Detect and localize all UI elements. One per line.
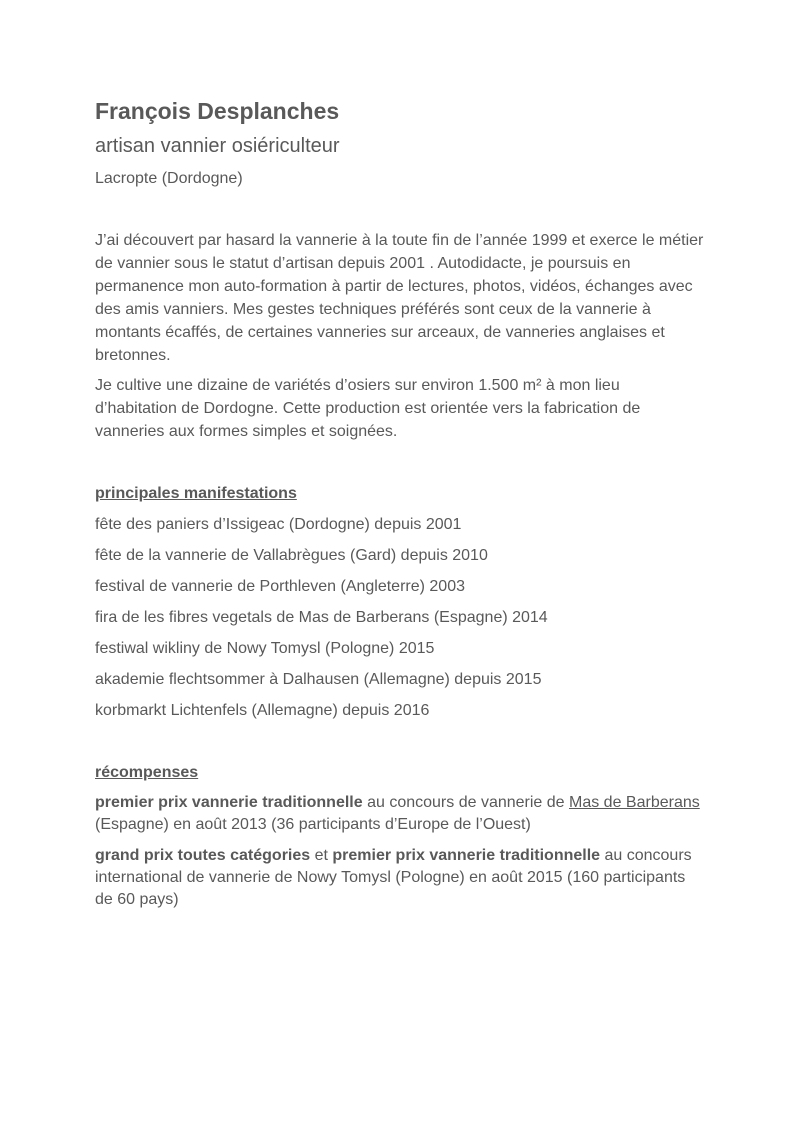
award-text: et — [310, 847, 333, 864]
list-item: festival de vannerie de Porthleven (Angleterre) 2003 — [95, 578, 465, 595]
award-prize: grand prix toutes catégories — [95, 847, 311, 864]
list-item: fête des paniers d’Issigeac (Dordogne) depuis 2001 — [95, 516, 462, 533]
list-item: korbmarkt Lichtenfels (Allemagne) depuis 2016 — [95, 702, 430, 719]
list-item: akademie flechtsommer à Dalhausen (Allemagne) depuis 2015 — [95, 671, 542, 688]
intro-section — [95, 229, 705, 443]
intro-paragraph: Je cultive une dizaine de variétés d’osiers sur environ 1.500 m² à mon lieu d’habitation de Dordogne. Cette production est orientée vers la fabrication de vanneries aux formes simples et soignées. — [95, 377, 641, 440]
award-prize: premier prix vannerie traditionnelle — [332, 847, 601, 864]
author-role: artisan vannier osiériculteur — [95, 135, 340, 157]
manifestations-title: principales manifestations — [95, 485, 297, 502]
intro-paragraph: J’ai découvert par hasard la vannerie à la toute fin de l’année 1999 et exerce le métier de vannier sous le statut d’artisan depuis 2001 . Autodidacte, je poursuis en permanence mon auto-formation à partir de lectures, photos, vidéos, échanges avec des amis vanniers. Mes gestes techniques préférés sont ceux de la vannerie à montants écaffés, de certaines vanneries sur arceaux, de vanneries anglaises et bretonnes. — [95, 232, 704, 364]
award-item-2013 — [95, 792, 705, 836]
award-text: au concours international de vannerie de Nowy Tomysl (Pologne) en août 2015 (160 participants de 60 pays) — [95, 847, 692, 908]
list-item: fira de les fibres vegetals de Mas de Barberans (Espagne) 2014 — [95, 609, 548, 626]
manifestations-list — [95, 514, 705, 722]
awards-title: récompenses — [95, 764, 199, 781]
award-text: (Espagne) en août 2013 (36 participants d’Europe de l’Ouest) — [95, 816, 531, 833]
award-item-2015 — [95, 845, 705, 911]
award-text: au concours de vannerie de — [362, 794, 569, 811]
author-name: François Desplanches — [95, 98, 340, 124]
document-page — [95, 96, 705, 911]
list-item: fête de la vannerie de Vallabrègues (Gard) depuis 2010 — [95, 547, 488, 564]
award-prize: premier prix vannerie traditionnelle — [95, 794, 363, 811]
award-place-link[interactable]: Mas de Barberans — [569, 794, 700, 811]
author-location: Lacropte (Dordogne) — [95, 170, 243, 187]
list-item: festiwal wikliny de Nowy Tomysl (Pologne) 2015 — [95, 640, 435, 657]
